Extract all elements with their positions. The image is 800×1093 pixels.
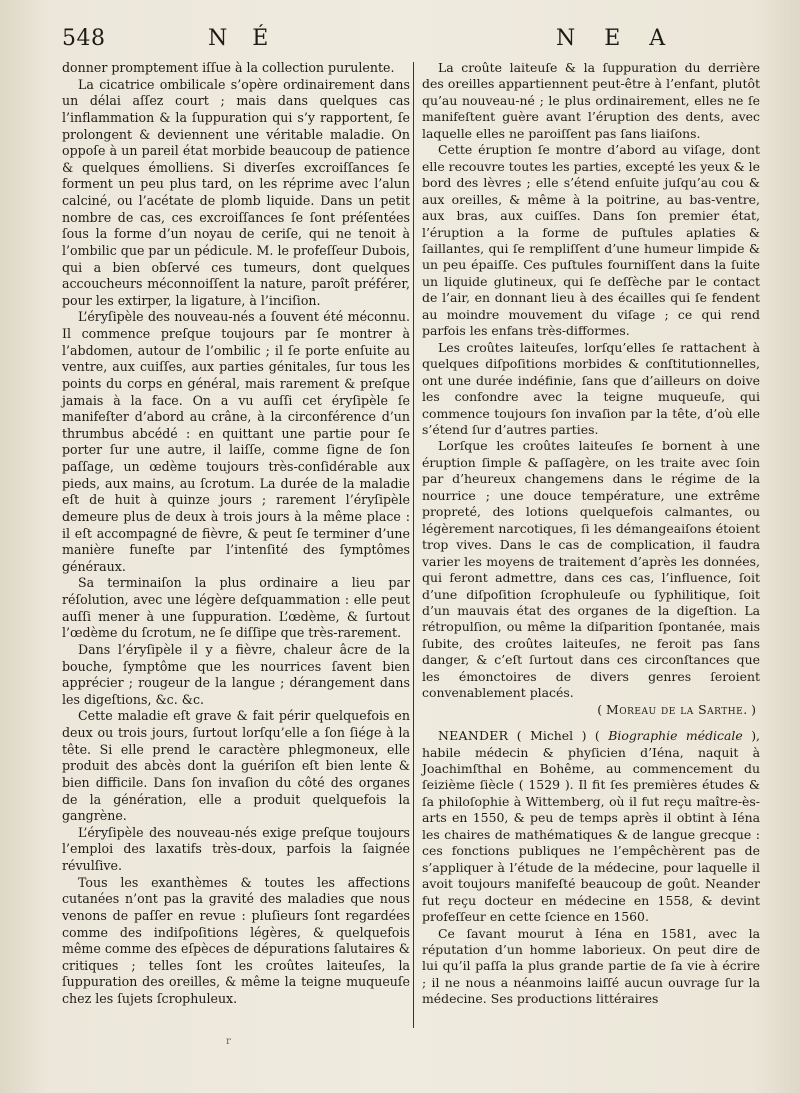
- right-column: [422, 60, 760, 1008]
- entry-text: habile médecin & phyſicien d’Iéna, naquit à Joachimſthal en Bohême, au commencement du ſeizième ſiècle ( 1529 ). Il fit ſes premières études & ſa philoſophie à Wittemberg, où il fut reçu maître-ès-arts en 1550, & peu de temps après il obtint à Iéna les chaires de mathématiques & de langue grecque : ces fonctions publiques ne l’empêchèrent pas de s’appliquer à l’étude de la médecine, pour laquelle il avoit toujours manifeſté beaucoup de goût. Neander fut reçu docteur en médecine en 1558, & devint profeſſeur en cette ſcience en 1560.: [422, 744, 760, 925]
- entry-source: Biographie médicale: [608, 728, 743, 744]
- right-column-paragraph: Lorſque les croûtes laiteuſes ſe bornent à une éruption ſimple & paſſagère, on les traite avec ſoin par d’heureux changemens dans le régime de la nourrice ; une douce température, une extrême propreté, des lotions quelquefois calmantes, ou légèrement narcotiques, ſi les démangeaiſons étoient trop vives. Dans le cas de complication, il faudra varier les moyens de traitement d’après les données, qui feront admettre, dans ces cas, l’influence, ſoit d’une diſpoſition ſcrophuleuſe ou ſyphilitique, ſoit d’un mauvais état des organes de la digeſtion. La rétropulſion, ou même la diſparition ſpontanée, mais ſubite, des croûtes laiteuſes, ne feroit pas ſans danger, & c’eſt ſurtout dans ces circonſtances que les émonctoires de divers genres ſeroient convenablement placés.: [422, 438, 760, 701]
- left-column-paragraph: Cette maladie eſt grave & fait périr quelquefois en deux ou trois jours, ſurtout lorſqu’elle a ſon ſiége à la tête. Si elle prend le caractère phlegmoneux, elle produit des abcès dont la guériſon eſt bien lente & bien difficile. Dans ſon invaſion du côté des organes de la génération, elle a produit quelquefois la gangrène.: [62, 708, 410, 824]
- left-column-paragraph: Sa terminaiſon la plus ordinaire a lieu par réſolution, avec une légère deſquammation : elle peut auſſi mener à une ſuppuration. L’œdème, & ſurtout l’œdème du ſcrotum, ne ſe diſſipe que très-rarement.: [62, 575, 410, 641]
- article-signature: ( Moreau de la Sarthe. ): [597, 701, 756, 717]
- page-number: 548: [62, 26, 106, 51]
- column-divider: [413, 62, 414, 1028]
- right-column-paragraph: La croûte laiteuſe & la ſuppuration du derrière des oreilles appartiennent peut-être à l’enfant, plutôt qu’au nouveau-né ; le plus ordinairement, elles ne ſe manifeſtent guère avant l’éruption des dents, avec laquelle elles ne paroiſſent pas ſans liaiſons.: [422, 60, 760, 141]
- entry-headword: NEANDER: [438, 728, 509, 744]
- right-column-paragraphs: [422, 60, 760, 702]
- left-column-paragraph: donner promptement iſſue à la collection purulente.: [62, 60, 395, 75]
- right-column-paragraph: Les croûtes laiteuſes, lorſqu’elles ſe rattachent à quelques diſpoſitions morbides & conſtitutionnelles, ont une durée indéfinie, ſans que d’ailleurs on doive les confondre avec la teigne muqueuſe, qui commence toujours ſon invaſion par la tête, d’où elle s’étend ſur d’autres parties.: [422, 339, 760, 437]
- right-column-paragraph: Cette éruption ſe montre d’abord au viſage, dont elle recouvre toutes les parties, excepté les yeux & le bord des lèvres ; elle s’étend enſuite juſqu’au cou & aux oreilles, & même à la poitrine, au bas-ventre, aux bras, aux cuiſſes. Dans ſon premier état, l’éruption a la forme de puſtules aplaties & ſaillantes, qui ſe rempliſſent d’une humeur limpide & un peu épaiſſe. Ces puſtules fourniſſent dans la ſuite un liquide glutineux, qui ſe deſſèche par le contact de l’air, en donnant lieu à des écailles qui ſe fendent au moindre mouvement du viſage ; ce qui rend parfois les enfans très-difformes.: [422, 142, 760, 339]
- footer-mark: r: [226, 1036, 231, 1047]
- entry-gap: [422, 718, 760, 728]
- entry-paragraph: NEANDER ( Michel ) ( Biographie médicale ), habile médecin & phyſicien d’Iéna, naquit à Joachimſthal en Bohême, au commencement du ſeizième ſiècle ( 1529 ). Il fit ſes premières études & ſa philoſophie à Wittemberg, où il fut reçu maître-ès-arts en 1550, & peu de temps après il obtint à Iéna les chaires de mathématiques & de langue grecque : ces fonctions publiques ne l’empêchèrent pas de s’appliquer à l’étude de la médecine, pour laquelle il avoit toujours manifeſté beaucoup de goût. Neander fut reçu docteur en médecine en 1558, & devint profeſſeur en cette ſcience en 1560.: [422, 728, 760, 925]
- entry-forename: ( Michel ): [508, 728, 595, 744]
- left-column-paragraph: L’éryſipèle des nouveau-nés exige preſque toujours l’emploi des laxatifs très-doux, parfois la ſaignée révulſive.: [62, 824, 410, 873]
- signature-author: Moreau de la Sarthe: [606, 701, 744, 717]
- left-column-paragraph: Dans l’éryſipèle il y a fièvre, chaleur âcre de la bouche, ſymptôme que les nourrices ſavent bien apprécier ; rougeur de la langue ; dérangement dans les digeſtions, &c. &c.: [62, 641, 410, 707]
- left-column-paragraph: La cicatrice ombilicale s’opère ordinairement dans un délai aſſez court ; mais dans quelques cas l’inflammation & la ſuppuration qui s’y rapportent, ſe prolongent & deviennent une véritable maladie. On oppoſe à un pareil état morbide beaucoup de patience & quelques émolliens. Si diverſes excroiſſances ſe forment un peu plus tard, on les réprime avec l’alun calciné, ou l’acétate de plomb liquide. Dans un petit nombre de cas, ces excroiſſances ſe ſont préſentées ſous la forme d’un noyau de ceriſe, qui ne tenoit à l’ombilic que par un pédicule. M. le profeſſeur Dubois, qui a bien obſervé ces tumeurs, dont quelques accoucheurs méconnoiſſent la nature, paroît préférer, pour les extirper, la ligature, à l’inciſion.: [62, 76, 410, 308]
- left-column-paragraph: L’éryſipèle des nouveau-nés a ſouvent été méconnu. Il commence preſque toujours par ſe montrer à l’abdomen, autour de l’ombilic ; il ſe porte enſuite au ventre, aux cuiſſes, aux parties génitales, ſur tous les points du corps en général, mais rarement & preſque jamais à la face. On a vu auſſi cet éryſipèle ſe manifeſter d’abord au crâne, à la circonférence d’un thrumbus abcédé : en quittant une partie pour ſe porter ſur une autre, il laiſſe, comme ſigne de ſon paſſage, un œdème toujours très-conſidérable aux pieds, aux mains, au ſcrotum. La durée de la maladie eſt de huit à quinze jours ; rarement l’éryſipèle demeure plus de deux à trois jours à la même place : il eſt accompagné de fièvre, & peut ſe terminer d’une manière funeſte par l’intenſité des ſymptômes généraux.: [62, 309, 410, 574]
- running-header: [58, 26, 758, 56]
- left-running-head: N É: [208, 26, 278, 51]
- left-column-paragraph: Tous les exanthèmes & toutes les affections cutanées n’ont pas la gravité des maladies que nous venons de paſſer en revue : pluſieurs ſont regardées comme des indiſpoſitions légères, & quelquefois même comme des eſpèces de dépurations ſalutaires & critiques ; telles ſont les croûtes laiteuſes, la ſuppuration des oreilles, & même la teigne muqueuſe chez les ſujets ſcrophuleux.: [62, 874, 410, 1006]
- entry-paragraph-continued: Ce ſavant mourut à Iéna en 1581, avec la réputation d’un homme laborieux. On peut dire de lui qu’il paſſa la plus grande partie de ſa vie à écrire ; il ne nous a néanmoins laiſſé aucun ouvrage ſur la médecine. Ses productions littéraires: [422, 925, 760, 1007]
- left-column: [62, 60, 410, 1008]
- right-running-head: N E A: [556, 26, 677, 51]
